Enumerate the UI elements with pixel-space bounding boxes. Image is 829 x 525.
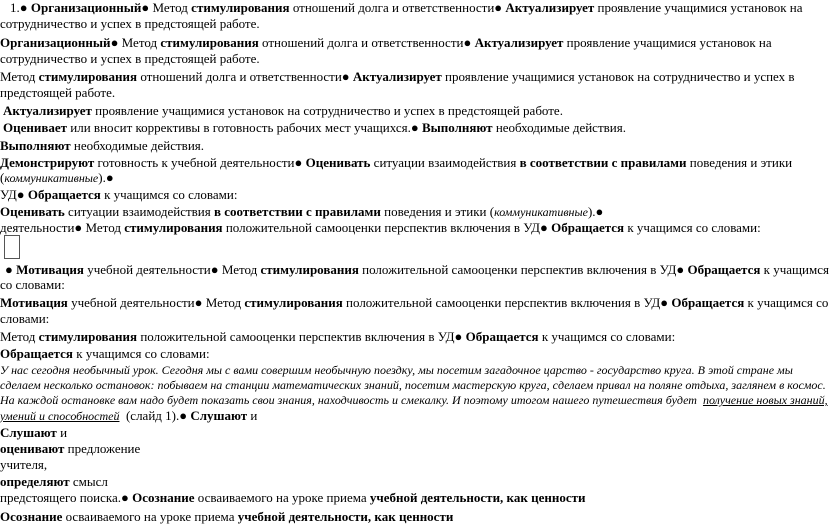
bullet-text-run: ● <box>16 187 28 202</box>
text-run: предстоящей работе. <box>0 85 116 100</box>
text-run: Осознание <box>132 490 195 505</box>
bullet-text-run: ● <box>595 204 604 219</box>
text-run: Обращается <box>551 220 625 235</box>
text-run: стимулирования <box>244 295 343 310</box>
text-run: Мотивация <box>0 295 68 310</box>
text-run: проявление учащимися установок на <box>563 35 772 50</box>
bullet-text-run: ● <box>341 69 353 84</box>
text-run: ). <box>587 204 596 219</box>
bullet-text-run: ● Метод <box>141 0 192 15</box>
text-run: Метод <box>0 329 39 344</box>
text-run: готовность к учебной деятельности <box>94 155 295 170</box>
bullet-text-run: ● <box>494 0 506 15</box>
text-line <box>0 51 814 67</box>
text-run: словами: <box>0 311 50 326</box>
text-run: отношений долга и ответственности <box>289 0 495 15</box>
text-run: получение новых знаний, <box>702 393 828 407</box>
text-run: Организационный <box>0 35 111 50</box>
text-line <box>0 408 814 424</box>
text-line <box>0 346 814 362</box>
bullet-text-run: ● Метод <box>194 295 245 310</box>
text-line <box>0 490 814 506</box>
text-line <box>10 0 824 16</box>
text-line <box>0 187 814 203</box>
text-run: положительной самооценки перспектив включения в УД <box>342 295 661 310</box>
text-run: Мотивация <box>16 262 84 277</box>
text-line <box>0 170 814 186</box>
text-run: Слушают <box>0 425 57 440</box>
text-line <box>0 204 814 220</box>
text-line <box>0 69 814 85</box>
text-run: Слушают <box>190 408 248 423</box>
bullet-text-run: ● <box>454 329 466 344</box>
text-run: поведения и этики <box>686 155 793 170</box>
bullet-text-run: ● <box>179 408 191 423</box>
text-run: со словами: <box>0 277 65 292</box>
text-run: сотрудничество и успех в предстоящей работе. <box>0 16 260 31</box>
text-line <box>0 155 814 171</box>
text-run: к учащимся со словами: <box>624 220 761 235</box>
text-run: коммуникативные <box>4 171 99 185</box>
text-run: На каждой остановке вам надо будет показать свои знания, находчивость и смекалку. И поэтому итогом нашего путешествия будет <box>0 393 703 407</box>
bullet-text-run: ● <box>660 295 672 310</box>
text-run: стимулирования <box>260 262 359 277</box>
text-run: определяют <box>0 474 70 489</box>
text-run: учителя, <box>0 457 48 472</box>
text-run: поведения и этики ( <box>380 204 495 219</box>
text-run: положительной самооценки перспектив включения в УД <box>358 262 677 277</box>
bullet-text-run: ● <box>463 35 475 50</box>
bullet-text-run: ● <box>676 262 688 277</box>
bullet-text-run: ● <box>105 170 114 185</box>
bullet-text-run: ● <box>294 155 306 170</box>
text-line <box>0 138 814 154</box>
text-run: Оценивать <box>305 155 371 170</box>
text-run: Осознание <box>0 509 63 524</box>
text-line <box>3 120 817 136</box>
text-run: к учащимся со словами: <box>72 346 210 361</box>
text-run: необходимые действия. <box>70 138 205 153</box>
text-run: положительной самооценки перспектив включения в УД <box>137 329 455 344</box>
text-line <box>0 295 829 311</box>
text-run: сделаем несколько остановок: побываем на станции математических знаний, посетим мастерскую круга, сделаем привал на поляне отдыха, заглянем в космос. <box>0 378 826 392</box>
text-run: предложение <box>64 441 141 456</box>
text-line <box>3 103 817 119</box>
text-run: учебной деятельности <box>83 262 211 277</box>
text-run: умений и способностей <box>0 409 120 423</box>
text-run: Обращается <box>687 262 761 277</box>
text-run: Метод <box>0 69 39 84</box>
text-run: в соответствии с правилами <box>213 204 381 219</box>
text-run: стимулирования <box>38 69 138 84</box>
text-run: ( <box>0 170 5 185</box>
bullet-text-run: ● <box>5 262 17 277</box>
text-run: стимулирования <box>160 35 259 50</box>
text-run: Демонстрируют <box>0 155 95 170</box>
text-line <box>0 35 814 51</box>
text-run: отношений долга и ответственности <box>258 35 464 50</box>
text-run: проявление учащимися установок на сотрудничество и успех в <box>441 69 795 84</box>
text-run: ситуации взаимодействия <box>370 155 520 170</box>
text-run: Обращается <box>0 346 73 361</box>
text-line <box>0 392 828 408</box>
text-run: оценивают <box>0 441 65 456</box>
text-line <box>0 277 814 293</box>
text-run: осваиваемого на уроке приема <box>62 509 238 524</box>
text-run: Обращается <box>27 187 101 202</box>
text-run: Обращается <box>671 295 745 310</box>
text-run: к учащимся со словами: <box>538 329 676 344</box>
text-run: отношений долга и ответственности <box>137 69 342 84</box>
text-run: ситуации взаимодействия <box>64 204 214 219</box>
text-line <box>0 509 814 525</box>
text-run: (слайд 1). <box>119 408 180 423</box>
text-run: стимулирования <box>191 0 290 15</box>
empty-frame <box>4 235 20 259</box>
text-run: к учащимся <box>760 262 829 277</box>
text-run: Актуализирует <box>352 69 442 84</box>
text-line <box>0 220 814 236</box>
text-run: проявление учащимися установок на сотрудничество и успех в предстоящей работе. <box>91 103 563 118</box>
text-run: и <box>56 425 68 440</box>
bullet-text-run: ● <box>121 490 133 505</box>
text-line <box>0 311 814 327</box>
text-run: 1. <box>10 0 20 15</box>
text-run: коммуникативные <box>494 205 588 219</box>
text-line <box>0 425 814 441</box>
text-run: Актуализирует <box>3 103 92 118</box>
text-line <box>0 474 814 490</box>
text-run: Обращается <box>465 329 539 344</box>
text-run: в соответствии с правилами <box>519 155 687 170</box>
text-run: стимулирования <box>124 220 223 235</box>
text-run: проявление учащимися установок на <box>594 0 803 15</box>
text-run: предстоящего поиска. <box>0 490 122 505</box>
text-run: учебной деятельности, как ценности <box>369 490 586 505</box>
bullet-text-run: ● Метод <box>210 262 261 277</box>
text-run: положительной самооценки перспектив включения в УД <box>222 220 541 235</box>
text-line <box>0 329 814 345</box>
text-run: осваиваемого на уроке приема <box>194 490 370 505</box>
bullet-text-run: ● Метод <box>74 220 125 235</box>
text-run: сотрудничество и успех в предстоящей работе. <box>0 51 260 66</box>
text-run: к учащимся со словами: <box>100 187 238 202</box>
bullet-text-run: ● Организационный <box>19 0 142 15</box>
text-run: учебной деятельности, как ценности <box>237 509 454 524</box>
text-line <box>0 85 814 101</box>
text-run: Выполняют <box>421 120 493 135</box>
text-run: необходимые действия. <box>492 120 626 135</box>
text-run: Оценивать <box>0 204 65 219</box>
text-run: или вносит коррективы в готовность рабочих мест учащихся. <box>67 120 411 135</box>
text-run: Оценивает <box>3 120 68 135</box>
text-run: учебной деятельности <box>67 295 195 310</box>
text-run: и <box>247 408 258 423</box>
text-run: Актуализирует <box>505 0 595 15</box>
text-line <box>0 377 826 393</box>
text-run: стимулирования <box>38 329 138 344</box>
text-run: Выполняют <box>0 138 71 153</box>
text-line <box>0 16 814 32</box>
text-run: УД <box>0 187 17 202</box>
bullet-text-run: ● <box>410 120 422 135</box>
text-line <box>0 457 814 473</box>
text-run: Актуализирует <box>474 35 564 50</box>
text-run: У нас сегодня необычный урок. Сегодня мы с вами совершим необычную поездку, мы посетим загадочное царство - государство круга. В этой стране мы <box>0 363 793 377</box>
bullet-text-run: ● <box>540 220 552 235</box>
text-run: к учащимся со <box>744 295 829 310</box>
text-line <box>0 441 814 457</box>
text-line <box>5 262 829 278</box>
text-run: ). <box>98 170 106 185</box>
text-run: смысл <box>69 474 108 489</box>
text-line <box>0 362 814 378</box>
text-run: деятельности <box>0 220 75 235</box>
bullet-text-run: ● Метод <box>110 35 161 50</box>
